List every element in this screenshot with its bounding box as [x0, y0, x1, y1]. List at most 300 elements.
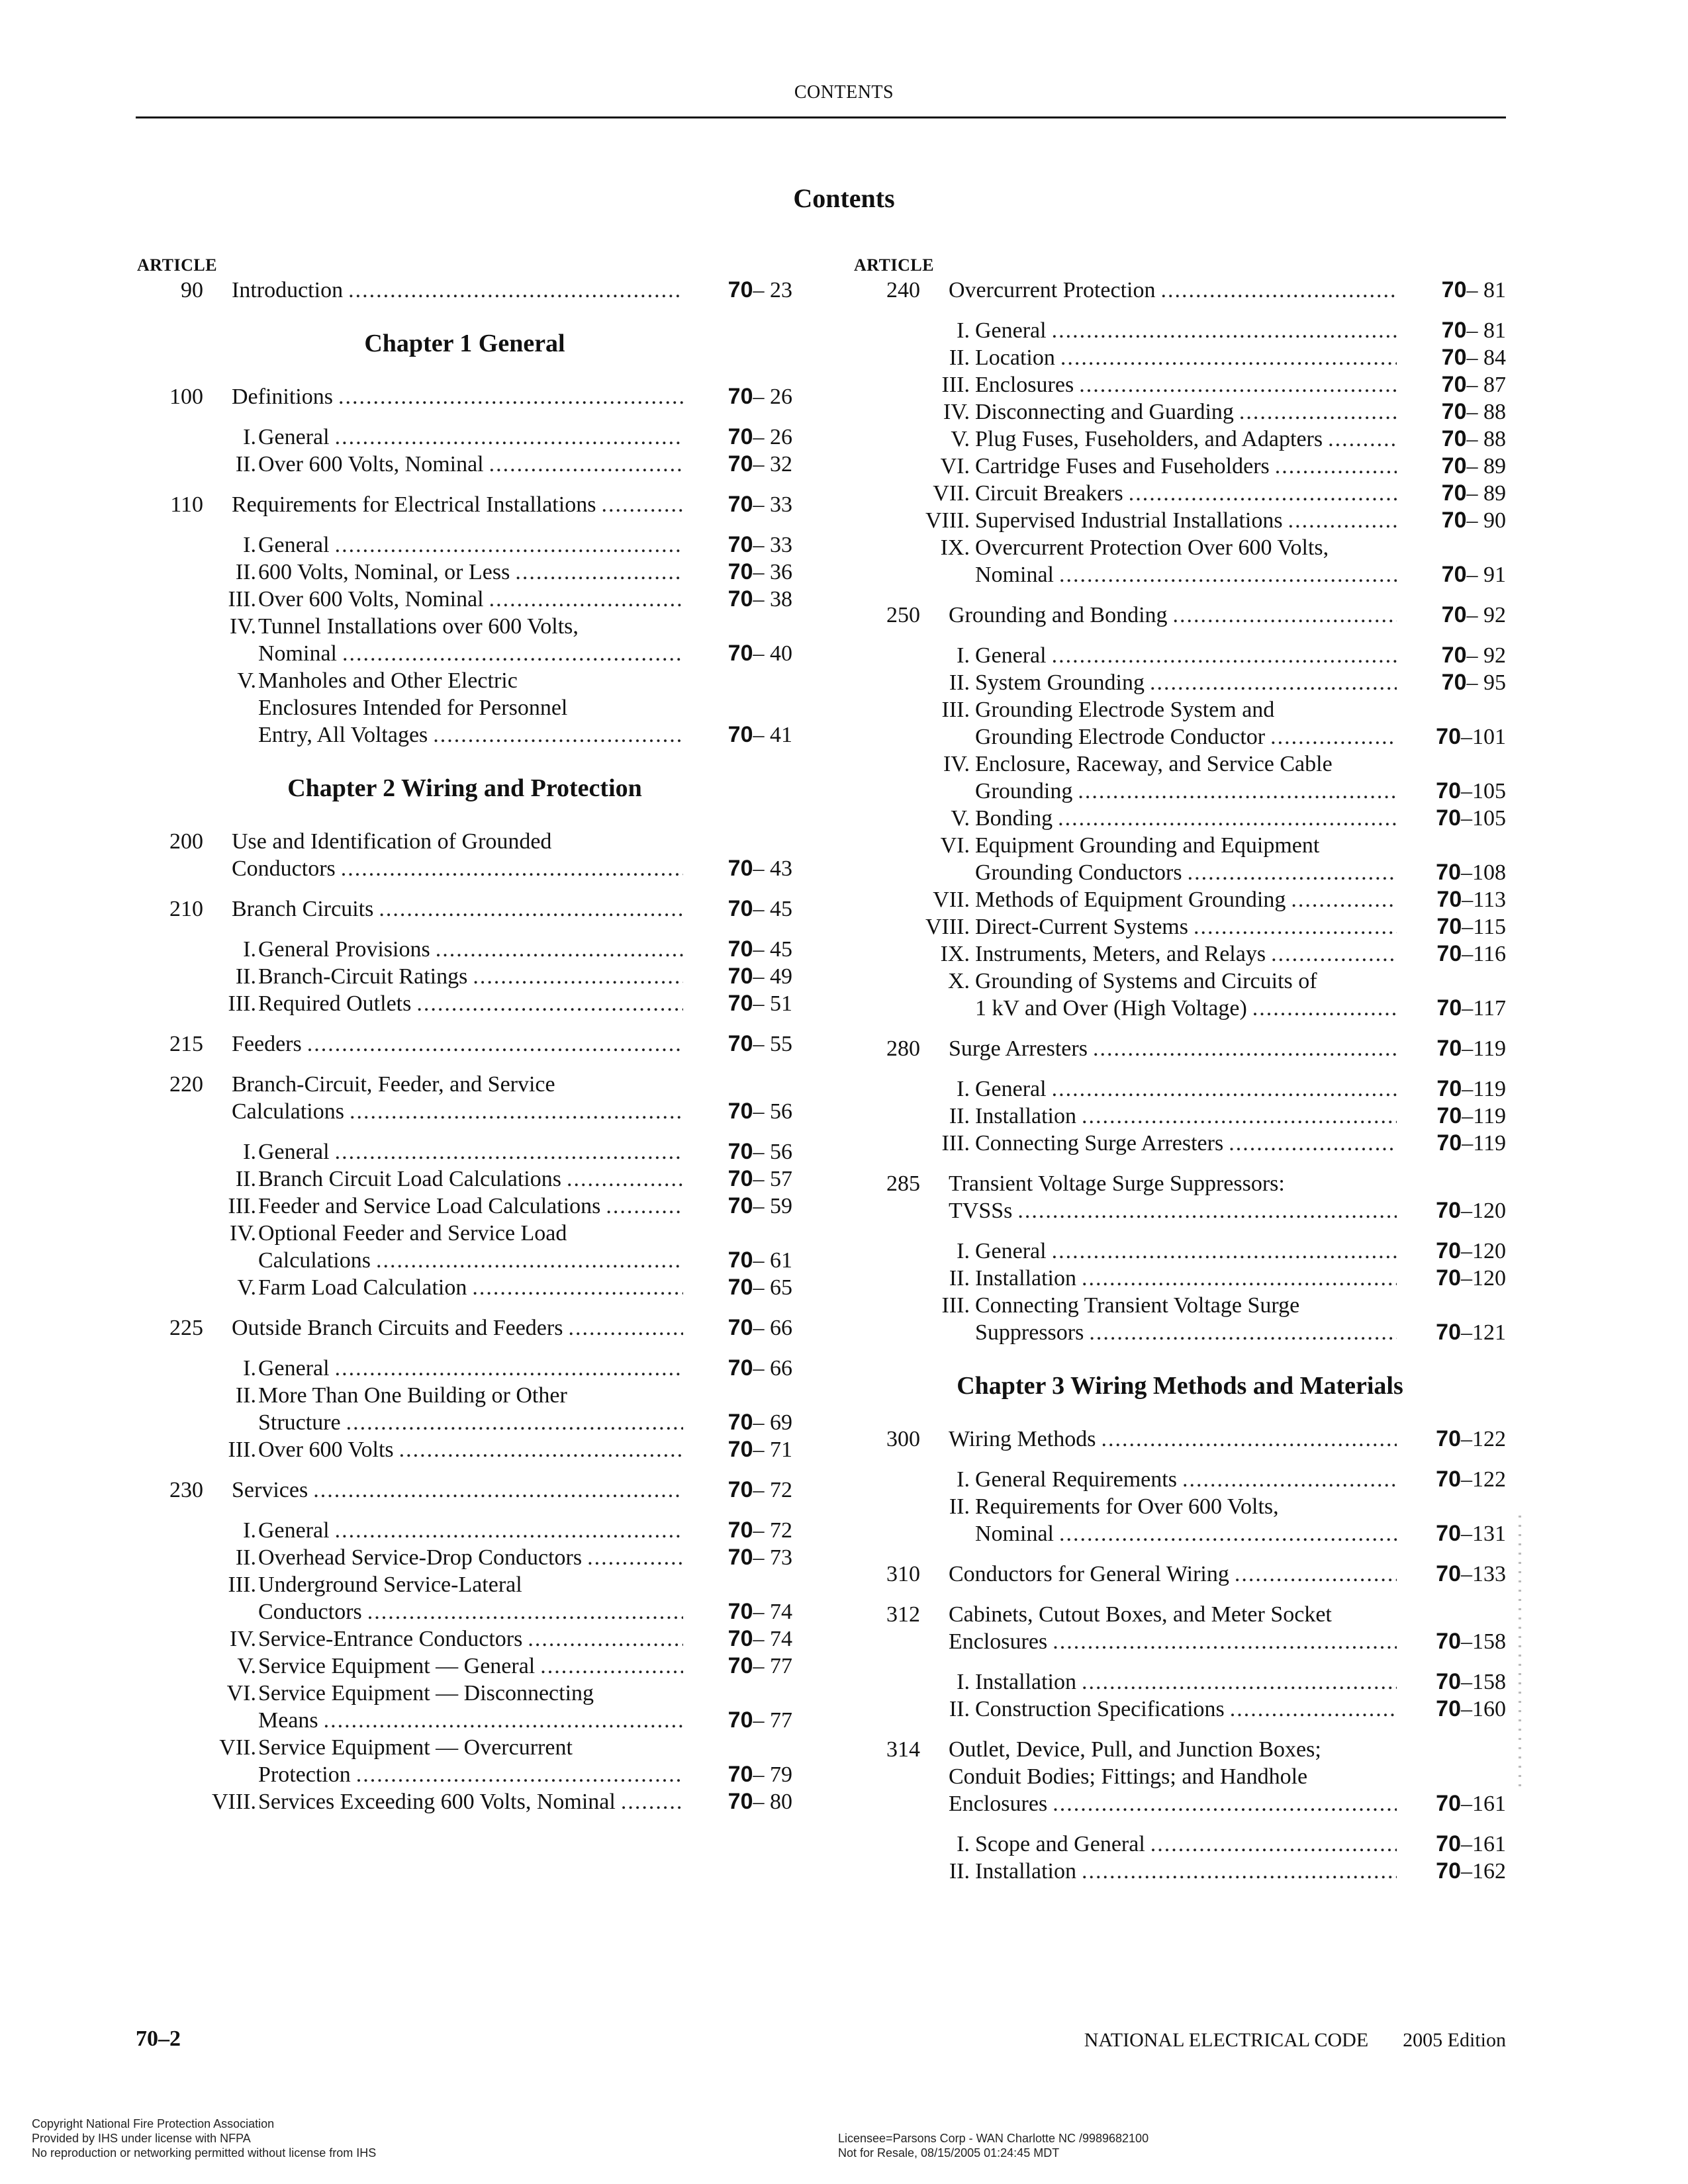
page-ref-chapter: 70	[1436, 1198, 1461, 1223]
dot-leader	[335, 424, 683, 451]
toc-part-line	[854, 344, 1506, 371]
dot-leader	[433, 721, 683, 749]
page-ref	[683, 1517, 792, 1544]
entry-title: Scope and General	[975, 1832, 1145, 1856]
page-ref-number: – 90	[1466, 508, 1506, 533]
dot-leader	[1053, 1628, 1397, 1655]
spacer	[854, 1547, 1506, 1561]
page-ref-number: – 81	[1466, 278, 1506, 302]
entry-text	[949, 277, 1506, 304]
entry-title: Enclosure, Raceway, and Service Cable	[975, 752, 1333, 776]
page-ref	[683, 1598, 792, 1625]
page-ref	[1397, 940, 1506, 968]
page-ref-number: –119	[1462, 1104, 1506, 1128]
entry-text	[258, 1598, 792, 1625]
dot-leader	[1229, 1130, 1397, 1157]
entry-title: Protection	[258, 1762, 351, 1787]
entry-title: Transient Voltage Surge Suppressors:	[949, 1171, 1285, 1196]
page-ref-chapter: 70	[1436, 1858, 1461, 1884]
entry-text	[232, 277, 792, 304]
page-ref-chapter: 70	[727, 1275, 753, 1300]
spacer	[854, 1885, 1506, 1898]
entry-text	[975, 642, 1506, 669]
part-number: I.	[957, 1670, 970, 1694]
entry-title: Service Equipment — Overcurrent	[258, 1735, 573, 1760]
toc-part-line	[137, 936, 792, 963]
entry-text	[975, 1696, 1506, 1723]
entry-title: Grounding Electrode System and	[975, 698, 1275, 722]
page-ref-number: – 45	[753, 937, 792, 962]
entry-text	[258, 1382, 792, 1409]
entry-title: General	[258, 533, 330, 557]
dot-leader	[348, 277, 683, 304]
part-number: VII.	[933, 887, 970, 912]
page-ref-number: – 40	[753, 641, 792, 666]
entry-title: Structure	[258, 1410, 341, 1435]
dot-leader	[606, 1193, 683, 1220]
part-number: III.	[228, 1572, 256, 1597]
page-ref-chapter: 70	[1436, 724, 1461, 749]
part-number: I.	[243, 533, 256, 557]
entry-text	[258, 1707, 792, 1734]
dot-leader	[621, 1788, 683, 1815]
entry-text	[258, 1680, 792, 1707]
page-ref	[1397, 1466, 1506, 1493]
toc-part-line	[854, 371, 1506, 398]
license-notice	[838, 2131, 1149, 2160]
part-number: III.	[941, 1293, 970, 1318]
entry-title: Requirements for Electrical Installations	[232, 492, 596, 517]
dot-leader	[601, 491, 683, 518]
page-ref	[683, 424, 792, 451]
toc-part-line	[854, 480, 1506, 507]
page-ref-number: – 89	[1466, 481, 1506, 506]
page-ref	[683, 383, 792, 410]
entry-text	[258, 586, 792, 613]
page-ref	[683, 936, 792, 963]
toc-part-line	[854, 1238, 1506, 1265]
dot-leader	[472, 1274, 683, 1301]
page-ref-number: – 88	[1466, 400, 1506, 424]
entry-text	[258, 1138, 792, 1165]
entry-title: Branch-Circuit, Feeder, and Service	[232, 1072, 555, 1097]
page-ref-number: –115	[1462, 915, 1506, 939]
page-ref-chapter: 70	[1436, 1467, 1461, 1492]
toc-part-line	[137, 1355, 792, 1382]
entry-text	[949, 1035, 1506, 1062]
dot-leader	[1161, 277, 1397, 304]
page-ref	[1397, 886, 1506, 913]
toc-part-line	[137, 559, 792, 586]
dot-leader	[1275, 453, 1397, 480]
part-number: VI.	[940, 454, 970, 478]
page-ref-number: – 41	[753, 723, 792, 747]
toc-part-line	[854, 859, 1506, 886]
toc-article-line	[854, 1790, 1506, 1817]
toc-article-line	[137, 1098, 792, 1125]
toc-part-line	[854, 696, 1506, 723]
right-column	[854, 254, 1506, 1898]
toc-part-line	[854, 398, 1506, 426]
chapter-heading: Chapter 3 Wiring Methods and Materials	[957, 1372, 1403, 1400]
page-ref-number: – 65	[753, 1275, 792, 1300]
spacer	[854, 1157, 1506, 1170]
page-ref-chapter: 70	[727, 559, 753, 584]
page-ref-chapter: 70	[727, 1707, 753, 1733]
toc-part-line	[137, 424, 792, 451]
part-number: I.	[243, 1518, 256, 1543]
page-ref-number: – 23	[753, 278, 792, 302]
toc-part-line	[854, 1319, 1506, 1346]
part-number: I.	[957, 1077, 970, 1101]
part-number: VIII.	[925, 508, 970, 533]
entry-title: 600 Volts, Nominal, or Less	[258, 560, 510, 584]
toc-part-line	[137, 1517, 792, 1544]
toc-part-line	[137, 1544, 792, 1571]
margin-scan-mark	[1519, 1516, 1521, 1794]
toc-article-line	[854, 1561, 1506, 1588]
spacer	[137, 1463, 792, 1477]
entry-title: Circuit Breakers	[975, 481, 1123, 506]
page-ref-chapter: 70	[1436, 1103, 1462, 1128]
article-number: 110	[170, 492, 203, 517]
page-ref-chapter: 70	[1436, 1238, 1461, 1263]
page-ref-chapter: 70	[1436, 914, 1462, 939]
page-ref-chapter: 70	[727, 384, 753, 409]
chapter-heading: Chapter 1 General	[364, 330, 565, 357]
page-ref-chapter: 70	[1441, 453, 1467, 478]
toc-part-line	[854, 995, 1506, 1022]
part-number: V.	[237, 1275, 256, 1300]
copyright-line: No reproduction or networking permitted without license from IHS	[32, 2146, 377, 2160]
page-ref	[683, 1653, 792, 1680]
entry-title: Feeder and Service Load Calculations	[258, 1194, 601, 1218]
page-ref-chapter: 70	[727, 936, 753, 962]
toc-part-line	[854, 1696, 1506, 1723]
toc-part-line	[854, 778, 1506, 805]
toc-article-line	[137, 1314, 792, 1342]
entry-title: Overhead Service-Drop Conductors	[258, 1545, 583, 1570]
toc-part-line	[854, 1466, 1506, 1493]
page-ref-chapter: 70	[1441, 399, 1467, 424]
page-ref-number: – 66	[753, 1356, 792, 1381]
entry-text	[258, 1247, 792, 1274]
entry-title: Nominal	[258, 641, 337, 666]
part-number: I.	[243, 1356, 256, 1381]
entry-title: System Grounding	[975, 670, 1145, 695]
page-ref-number: –105	[1461, 806, 1506, 831]
dot-leader	[489, 451, 683, 478]
toc-part-line	[137, 721, 792, 749]
dot-leader	[313, 1477, 683, 1504]
dot-leader	[346, 1409, 683, 1436]
toc-article-line	[854, 277, 1506, 304]
part-number: II.	[949, 1494, 970, 1519]
page-ref	[683, 640, 792, 667]
page-ref-chapter: 70	[727, 1248, 753, 1273]
page-ref	[1397, 805, 1506, 832]
dot-leader	[1252, 995, 1397, 1022]
entry-text	[258, 721, 792, 749]
entry-title: General	[258, 425, 330, 449]
entry-title: Calculations	[258, 1248, 371, 1273]
entry-title: Entry, All Voltages	[258, 723, 428, 747]
entry-text	[258, 963, 792, 990]
entry-text	[975, 832, 1506, 859]
page-ref	[1397, 1103, 1506, 1130]
page-ref-number: – 56	[753, 1099, 792, 1124]
right-toc-list	[854, 277, 1506, 1898]
toc-part-line	[137, 1193, 792, 1220]
part-number: VIII.	[925, 915, 970, 939]
entry-text	[258, 424, 792, 451]
entry-title: General Provisions	[258, 937, 430, 962]
page-ref-chapter: 70	[727, 1477, 753, 1502]
dot-leader	[1194, 913, 1397, 940]
page-title: Contents	[793, 183, 895, 213]
entry-text	[949, 1561, 1506, 1588]
entry-text	[975, 371, 1506, 398]
page-ref-chapter: 70	[1436, 860, 1461, 885]
page-ref-number: –161	[1461, 1792, 1506, 1816]
page-ref	[1397, 669, 1506, 696]
entry-text	[949, 1170, 1506, 1197]
toc-part-line	[854, 561, 1506, 588]
page-ref-chapter: 70	[727, 586, 753, 612]
page-ref	[1397, 1238, 1506, 1265]
part-number: I.	[957, 643, 970, 668]
part-number: IX.	[940, 942, 970, 966]
entry-text	[258, 990, 792, 1017]
entry-text	[975, 480, 1506, 507]
entry-title: Conductors	[232, 856, 336, 881]
spacer	[137, 1815, 792, 1829]
toc-article-line	[137, 828, 792, 855]
entry-text	[949, 1197, 1506, 1224]
page-ref-number: –121	[1461, 1320, 1506, 1345]
entry-text	[975, 1238, 1506, 1265]
part-number: VII.	[933, 481, 970, 506]
dot-leader	[1089, 1319, 1397, 1346]
part-number: II.	[949, 1266, 970, 1291]
entry-text	[949, 1601, 1506, 1628]
article-number: 314	[886, 1737, 920, 1762]
page-ref-number: – 95	[1466, 670, 1506, 695]
part-number: I.	[243, 1140, 256, 1164]
entry-title: General	[975, 1077, 1047, 1101]
page-ref	[1397, 317, 1506, 344]
part-number: III.	[941, 1131, 970, 1156]
article-number: 230	[169, 1478, 203, 1502]
entry-text	[258, 1544, 792, 1571]
part-number: I.	[957, 318, 970, 343]
dot-leader	[341, 855, 683, 882]
entry-text	[232, 895, 792, 923]
page-ref-chapter: 70	[1436, 1831, 1461, 1856]
page-ref	[683, 491, 792, 518]
dot-leader	[1052, 1238, 1397, 1265]
part-number: II.	[949, 1697, 970, 1721]
spacer	[137, 1017, 792, 1030]
part-number: VI.	[940, 833, 970, 858]
page-ref-chapter: 70	[1436, 1265, 1461, 1291]
article-number: 240	[886, 278, 920, 302]
toc-article-line	[137, 855, 792, 882]
page-ref-number: –120	[1461, 1266, 1506, 1291]
toc-part-line	[854, 317, 1506, 344]
spacer	[854, 1723, 1506, 1736]
page-ref-number: – 33	[753, 492, 792, 517]
toc-article-line	[854, 1763, 1506, 1790]
page-ref-chapter: 70	[1441, 480, 1467, 506]
entry-title: Required Outlets	[258, 991, 412, 1016]
entry-text	[975, 561, 1506, 588]
page-ref-chapter: 70	[727, 856, 753, 881]
entry-text	[232, 828, 792, 855]
toc-article-line	[854, 1736, 1506, 1763]
page-ref	[1397, 277, 1506, 304]
toc-part-line	[854, 805, 1506, 832]
toc-part-line	[854, 1858, 1506, 1885]
entry-text	[258, 1653, 792, 1680]
dot-leader	[1239, 398, 1397, 426]
page-ref-number: – 43	[753, 856, 792, 881]
page-ref	[1397, 859, 1506, 886]
entry-title: Conduit Bodies; Fittings; and Handhole	[949, 1764, 1308, 1789]
page-ref-number: – 26	[753, 425, 792, 449]
page-ref-number: – 81	[1466, 318, 1506, 343]
entry-title: Instruments, Meters, and Relays	[975, 942, 1266, 966]
entry-title: Farm Load Calculation	[258, 1275, 467, 1300]
page-ref-chapter: 70	[1436, 995, 1462, 1021]
spacer	[854, 588, 1506, 602]
page-ref	[1397, 642, 1506, 669]
toc-part-line	[854, 1493, 1506, 1520]
page-ref-number: – 72	[753, 1518, 792, 1543]
entry-title: Optional Feeder and Service Load	[258, 1221, 567, 1246]
page-ref-chapter: 70	[727, 1599, 753, 1624]
copyright-notice	[32, 2116, 376, 2160]
toc-part-line	[854, 1668, 1506, 1696]
page-ref-chapter: 70	[727, 532, 753, 557]
entry-text	[975, 1265, 1506, 1292]
entry-text	[949, 1736, 1506, 1763]
page-ref	[683, 895, 792, 923]
page-ref	[683, 721, 792, 749]
entry-text	[258, 531, 792, 559]
dot-leader	[1058, 805, 1397, 832]
entry-title: General	[258, 1140, 330, 1164]
dot-leader	[1129, 480, 1397, 507]
article-number: 100	[169, 385, 203, 409]
page-ref-number: – 36	[753, 560, 792, 584]
part-number: V.	[951, 427, 970, 451]
page-ref-number: – 33	[753, 533, 792, 557]
dot-leader	[367, 1598, 683, 1625]
footer-publication	[1084, 2029, 1506, 2052]
entry-text	[975, 1075, 1506, 1103]
page-ref-number: –158	[1461, 1670, 1506, 1694]
entry-text	[975, 669, 1506, 696]
page-ref-chapter: 70	[1436, 1320, 1461, 1345]
toc-part-line	[854, 913, 1506, 940]
entry-title: Location	[975, 345, 1055, 370]
license-line: Not for Resale, 08/15/2005 01:24:45 MDT	[838, 2146, 1060, 2160]
page-ref-chapter: 70	[727, 1762, 753, 1787]
toc-part-line	[854, 940, 1506, 968]
dot-leader	[399, 1436, 683, 1463]
entry-text	[258, 1355, 792, 1382]
spacer	[137, 478, 792, 491]
page-ref-number: – 55	[753, 1032, 792, 1056]
page-ref	[683, 559, 792, 586]
page-ref-chapter: 70	[1436, 1036, 1462, 1061]
dot-leader	[1082, 1265, 1397, 1292]
dot-leader	[1230, 1696, 1397, 1723]
entry-text	[232, 383, 792, 410]
page-ref-chapter: 70	[1441, 345, 1467, 370]
entry-title: Suppressors	[975, 1320, 1084, 1345]
page-ref-number: – 92	[1466, 643, 1506, 668]
toc-part-line	[854, 1103, 1506, 1130]
dot-leader	[1052, 642, 1397, 669]
entry-text	[258, 1625, 792, 1653]
entry-text	[975, 1103, 1506, 1130]
part-number: II.	[949, 1104, 970, 1128]
page-ref	[1397, 723, 1506, 751]
entry-text	[232, 1314, 792, 1342]
toc-part-line	[137, 451, 792, 478]
page-ref	[1397, 426, 1506, 453]
spacer	[854, 1655, 1506, 1668]
page-ref-number: – 49	[753, 964, 792, 989]
page-ref-number: – 74	[753, 1600, 792, 1624]
page-ref-chapter: 70	[727, 964, 753, 989]
dot-leader	[1101, 1426, 1397, 1453]
entry-text	[949, 1426, 1506, 1453]
page-ref	[1397, 1790, 1506, 1817]
entry-title: Equipment Grounding and Equipment	[975, 833, 1320, 858]
page-ref-chapter: 70	[727, 1099, 753, 1124]
entry-title: Installation	[975, 1104, 1076, 1128]
entry-title: General	[975, 318, 1047, 343]
entry-title: Grounding Electrode Conductor	[975, 725, 1266, 749]
page-ref-chapter: 70	[1436, 1629, 1461, 1654]
article-number: 300	[886, 1427, 920, 1451]
page-ref-number: – 88	[1466, 427, 1506, 451]
toc-part-line	[854, 534, 1506, 561]
spacer	[137, 1342, 792, 1355]
page-ref	[683, 1165, 792, 1193]
page-ref	[1397, 1197, 1506, 1224]
toc-part-line	[137, 1707, 792, 1734]
page-ref	[683, 531, 792, 559]
entry-text	[258, 613, 792, 640]
entry-title: Underground Service-Lateral	[258, 1572, 522, 1597]
toc-part-line	[137, 1734, 792, 1761]
entry-text	[975, 534, 1506, 561]
entry-title: Branch Circuits	[232, 897, 374, 921]
dot-leader	[338, 383, 683, 410]
page-ref-number: –161	[1461, 1832, 1506, 1856]
page-ref-chapter: 70	[727, 1315, 753, 1340]
entry-title: General	[975, 1239, 1047, 1263]
entry-title: Definitions	[232, 385, 333, 409]
page-ref-number: –119	[1462, 1036, 1506, 1061]
page-ref-number: –122	[1461, 1427, 1506, 1451]
entry-title: Branch-Circuit Ratings	[258, 964, 468, 989]
page-ref	[683, 1436, 792, 1463]
